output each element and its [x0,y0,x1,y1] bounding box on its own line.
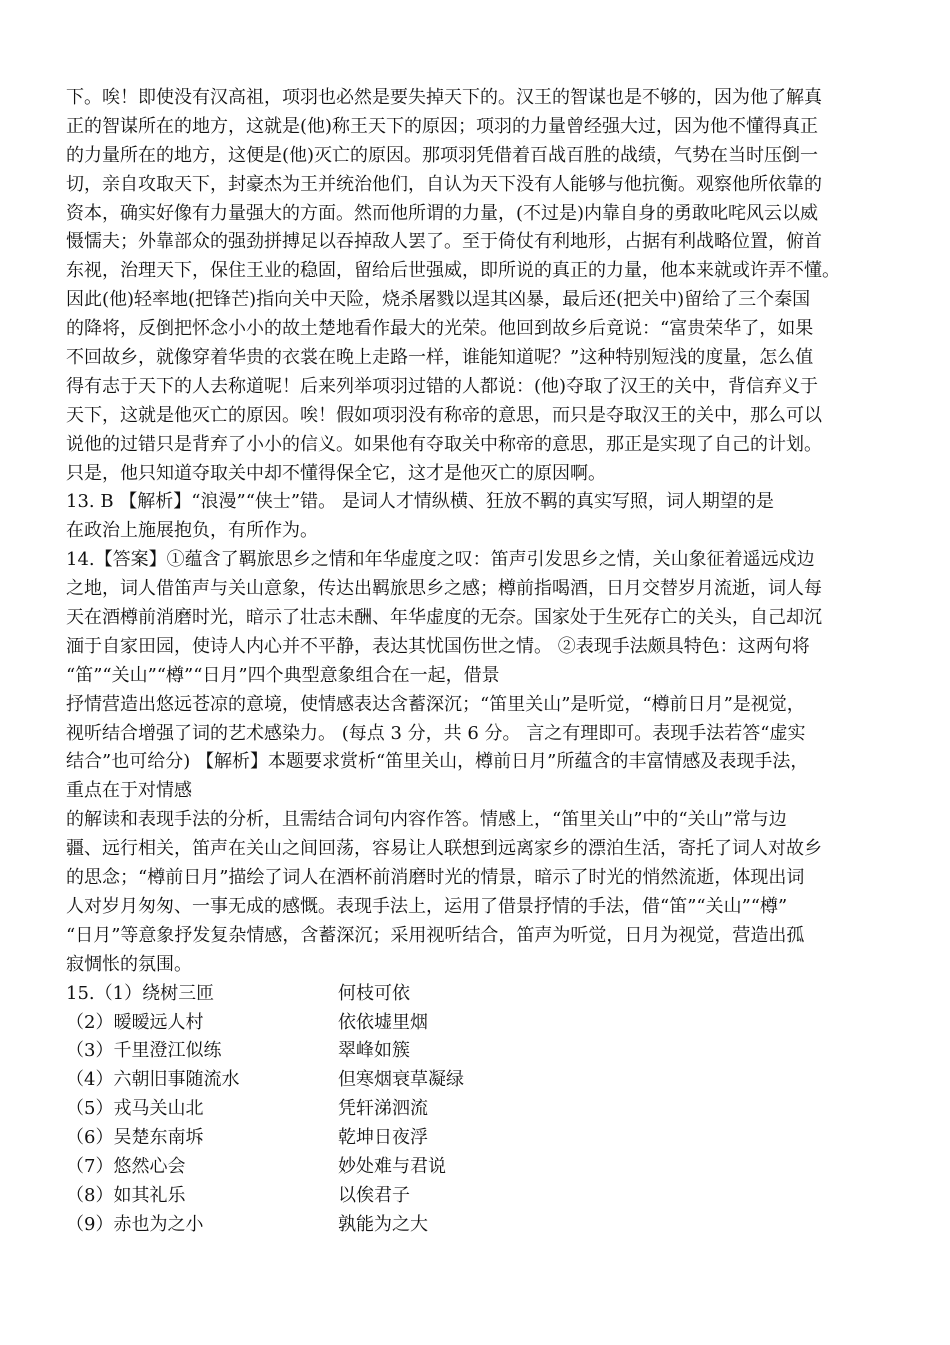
text-line: 的思念；“樽前日月”描绘了词人在酒杯前消磨时光的情景，暗示了时光的悄然流逝，体现出词 [66,867,805,889]
dictation-prompt: （4）六朝旧事随流水 [66,1069,240,1091]
dictation-row [66,980,896,1009]
text-line: 正的智谋所在的地方，这就是(他)称王天下的原因；项羽的力量曾经强大过，因为他不懂得真正 [66,115,819,137]
dictation-prompt: 15.（1）绕树三匝 [66,982,215,1004]
text-line: 结合”也可给分) 【解析】本题要求赏析“笛里关山，樽前日月”所蕴含的丰富情感及表现手法， [66,751,809,773]
dictation-row [66,1211,896,1240]
text-line: 东视，治理天下，保住王业的稳固，留给后世强威，即所说的真正的力量，他本来就或许弄不懂。 [66,260,840,282]
text-line: 下。唉！即使没有汉高祖，项羽也必然是要失掉天下的。汉王的智谋也是不够的，因为他了解真 [66,87,822,108]
dictation-answer: 以俟君子 [338,1184,410,1206]
text-line: 视听结合增强了词的艺术感染力。 (每点 3 分，共 6 分。 言之有理即可。表现手法若答“虚实 [66,722,806,744]
text-line: “笛”“关山”“樽”“日月”四个典型意象组合在一起，借景 [66,664,500,686]
text-line: 人对岁月匆匆、一事无成的感慨。表现手法上，运用了借景抒情的手法，借“笛”“关山”“樽” [66,895,788,917]
answer-document [66,84,896,1240]
text-line: 慑懦夫；外靠部众的强劲拼搏足以吞掉敌人罢了。至于倚仗有利地形，占据有利战略位置，俯首 [66,231,822,253]
text-line: 的降将，反倒把怀念小小的故土楚地看作最大的光荣。他回到故乡后竟说：“富贵荣华了，如果 [66,318,814,340]
dictation-answer: 孰能为之大 [338,1213,428,1235]
dictation-prompt: （2）暧暧远人村 [66,1011,204,1033]
dictation-prompt: （7）悠然心会 [66,1155,186,1177]
text-line: 抒情营造出悠远苍凉的意境，使情感表达含蓄深沉；“笛里关山”是听觉，“樽前日月”是视觉， [66,693,805,715]
dictation-answer: 翠峰如簇 [338,1040,410,1062]
dictation-row [66,1066,896,1095]
text-line: 重点在于对情感 [66,780,192,802]
text-line: 资本，确实好像有力量强大的方面。然而他所谓的力量，(不过是)内靠自身的勇敢叱咤风云以威 [66,202,819,224]
dictation-prompt: （9）赤也为之小 [66,1213,204,1235]
text-line: 只是，他只知道夺取关中却不懂得保全它，这才是他灭亡的原因啊。 [66,462,606,484]
dictation-answer: 乾坤日夜浮 [338,1127,428,1149]
dictation-answer: 依依墟里烟 [338,1011,428,1033]
text-line: 在政治上施展抱负，有所作为。 [66,520,318,542]
text-line: 不回故乡，就像穿着华贵的衣裳在晚上走路一样，谁能知道呢？”这种特别短浅的度量，怎么值 [66,347,814,369]
question-13-answer [66,488,896,546]
dictation-prompt: （3）千里澄江似练 [66,1040,222,1062]
dictation-answer: 何枝可依 [338,982,410,1004]
text-line: 因此(他)轻率地(把锋芒)指向关中天险，烧杀屠戮以逞其凶暴，最后还(把关中)留给了三个秦国 [66,289,811,311]
text-line: 天在酒樽前消磨时光，暗示了壮志未酬、年华虚度的无奈。国家处于生死存亡的关头，自己却沉 [66,607,822,629]
translation-paragraph [66,84,896,488]
text-line: 的解读和表现手法的分析，且需结合词句内容作答。情感上，“笛里关山”中的“关山”常与边 [66,809,787,831]
dictation-prompt: （8）如其礼乐 [66,1184,186,1206]
text-line: 切，亲自攻取天下，封豪杰为王并统治他们，自认为天下没有人能够与他抗衡。观察他所依靠的 [66,173,822,195]
dictation-answer: 凭轩涕泗流 [338,1098,428,1120]
question-14-answer [66,546,896,979]
dictation-answer: 但寒烟衰草凝绿 [338,1069,464,1091]
text-line: 疆、远行相关，笛声在关山之间回荡，容易让人联想到远离家乡的漂泊生活，寄托了词人对故乡 [66,838,822,860]
dictation-row [66,1009,896,1038]
dictation-row [66,1153,896,1182]
dictation-prompt: （6）吴楚东南坼 [66,1127,204,1149]
text-line: 说他的过错只是背弃了小小的信义。如果他有夺取关中称帝的意思，那正是实现了自己的计划。 [66,433,822,455]
text-line: “日月”等意象抒发复杂情感，含蓄深沉；采用视听结合，笛声为听觉，日月为视觉，营造出孤 [66,924,805,946]
dictation-row [66,1182,896,1211]
text-line: 得有志于天下的人去称道呢！后来列举项羽过错的人都说：(他)夺取了汉王的关中，背信弃义于 [66,375,819,397]
dictation-row [66,1095,896,1124]
text-line: 的力量所在的地方，这便是(他)灭亡的原因。那项羽凭借着百战百胜的战绩，气势在当时压倒一 [66,144,819,166]
text-line: 之地，词人借笛声与关山意象，传达出羁旅思乡之感；樽前指喝酒，日月交替岁月流逝，词人每 [66,578,822,600]
dictation-answer: 妙处难与君说 [338,1155,446,1177]
dictation-prompt: （5）戎马关山北 [66,1098,204,1120]
dictation-row [66,1124,896,1153]
text-line: 寂惆怅的氛围。 [66,953,192,975]
question-15-answers [66,980,896,1240]
text-line: 14.【答案】①蕴含了羁旅思乡之情和年华虚度之叹：笛声引发思乡之情，关山象征着遥远戍边 [66,549,815,571]
text-line: 湎于自家田园，使诗人内心并不平静，表达其忧国伤世之情。 ②表现手法颇具特色：这两句将 [66,635,810,657]
text-line: 13. B 【解析】“浪漫”“侠士”错。 是词人才情纵横、狂放不羁的真实写照，词人期望的是 [66,491,774,513]
text-line: 天下，这就是他灭亡的原因。唉！假如项羽没有称帝的意思，而只是夺取汉王的关中，那么可以 [66,404,822,426]
dictation-row [66,1037,896,1066]
